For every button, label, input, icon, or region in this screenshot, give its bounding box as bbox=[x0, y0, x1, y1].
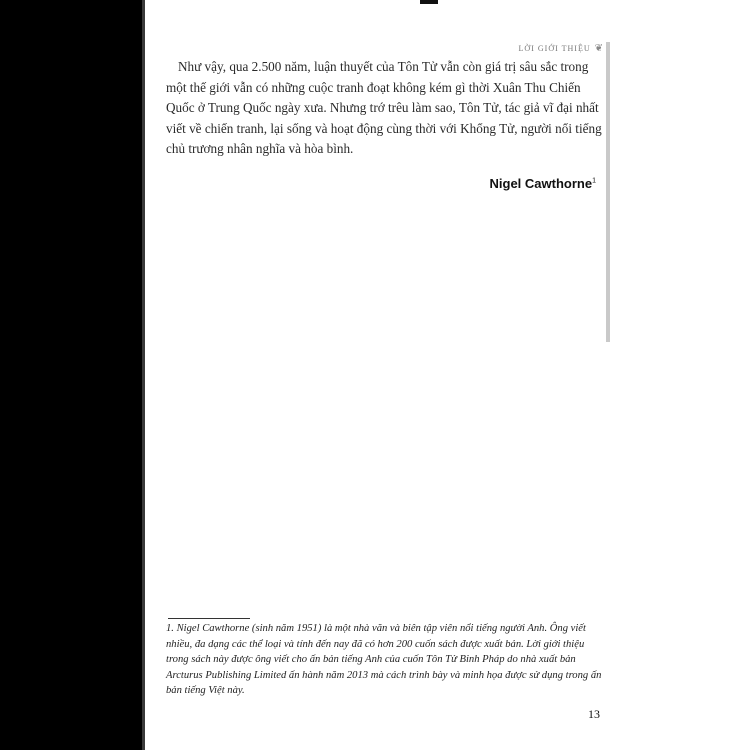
page-number: 13 bbox=[588, 707, 600, 721]
author-signature bbox=[400, 176, 596, 191]
flourish-icon: ❦ bbox=[594, 43, 604, 54]
body-paragraph: Như vậy, qua 2.500 năm, luận thuyết của Tôn Tử vẫn còn giá trị sâu sắc trong một thế giới vẫn có những cuộc tranh đoạt không kém gì thời Xuân Thu Chiến Quốc ở Trung Quốc ngày xưa. Nhưng trớ trêu làm sao, Tôn Tử, tác giả vĩ đại nhất viết về chiến tranh, lại sống và hoạt động cùng thời với Khổng Tử, người nổi tiếng chủ trương nhân nghĩa và hòa bình. bbox=[166, 59, 602, 156]
book-spine-shadow bbox=[0, 0, 142, 750]
footnote-divider bbox=[168, 618, 250, 619]
page-top-mark bbox=[420, 0, 438, 4]
running-header bbox=[500, 43, 604, 54]
footnote-text: 1. Nigel Cawthorne (sinh năm 1951) là một nhà văn và biên tập viên nổi tiếng người Anh. Ông viết nhiều, đa dạng các thể loại và tính đến nay đã có hơn 200 cuốn sách được xuất bản. Lời giới thiệu trong sách này được ông viết cho ấn bản tiếng Anh của cuốn Tôn Tử Binh Pháp do nhà xuất bản Arcturus Publishing Limited ấn hành năm 2013 mà cách trình bày và minh họa được sử dụng trong ấn bản tiếng Việt này. bbox=[166, 623, 602, 697]
running-header-title: LỜI GIỚI THIỆU bbox=[518, 44, 591, 53]
footnote-reference-mark: 1 bbox=[592, 177, 596, 185]
page-right-edge bbox=[606, 42, 610, 342]
author-name: Nigel Cawthorne bbox=[489, 176, 593, 191]
page-gutter-edge bbox=[142, 0, 145, 750]
